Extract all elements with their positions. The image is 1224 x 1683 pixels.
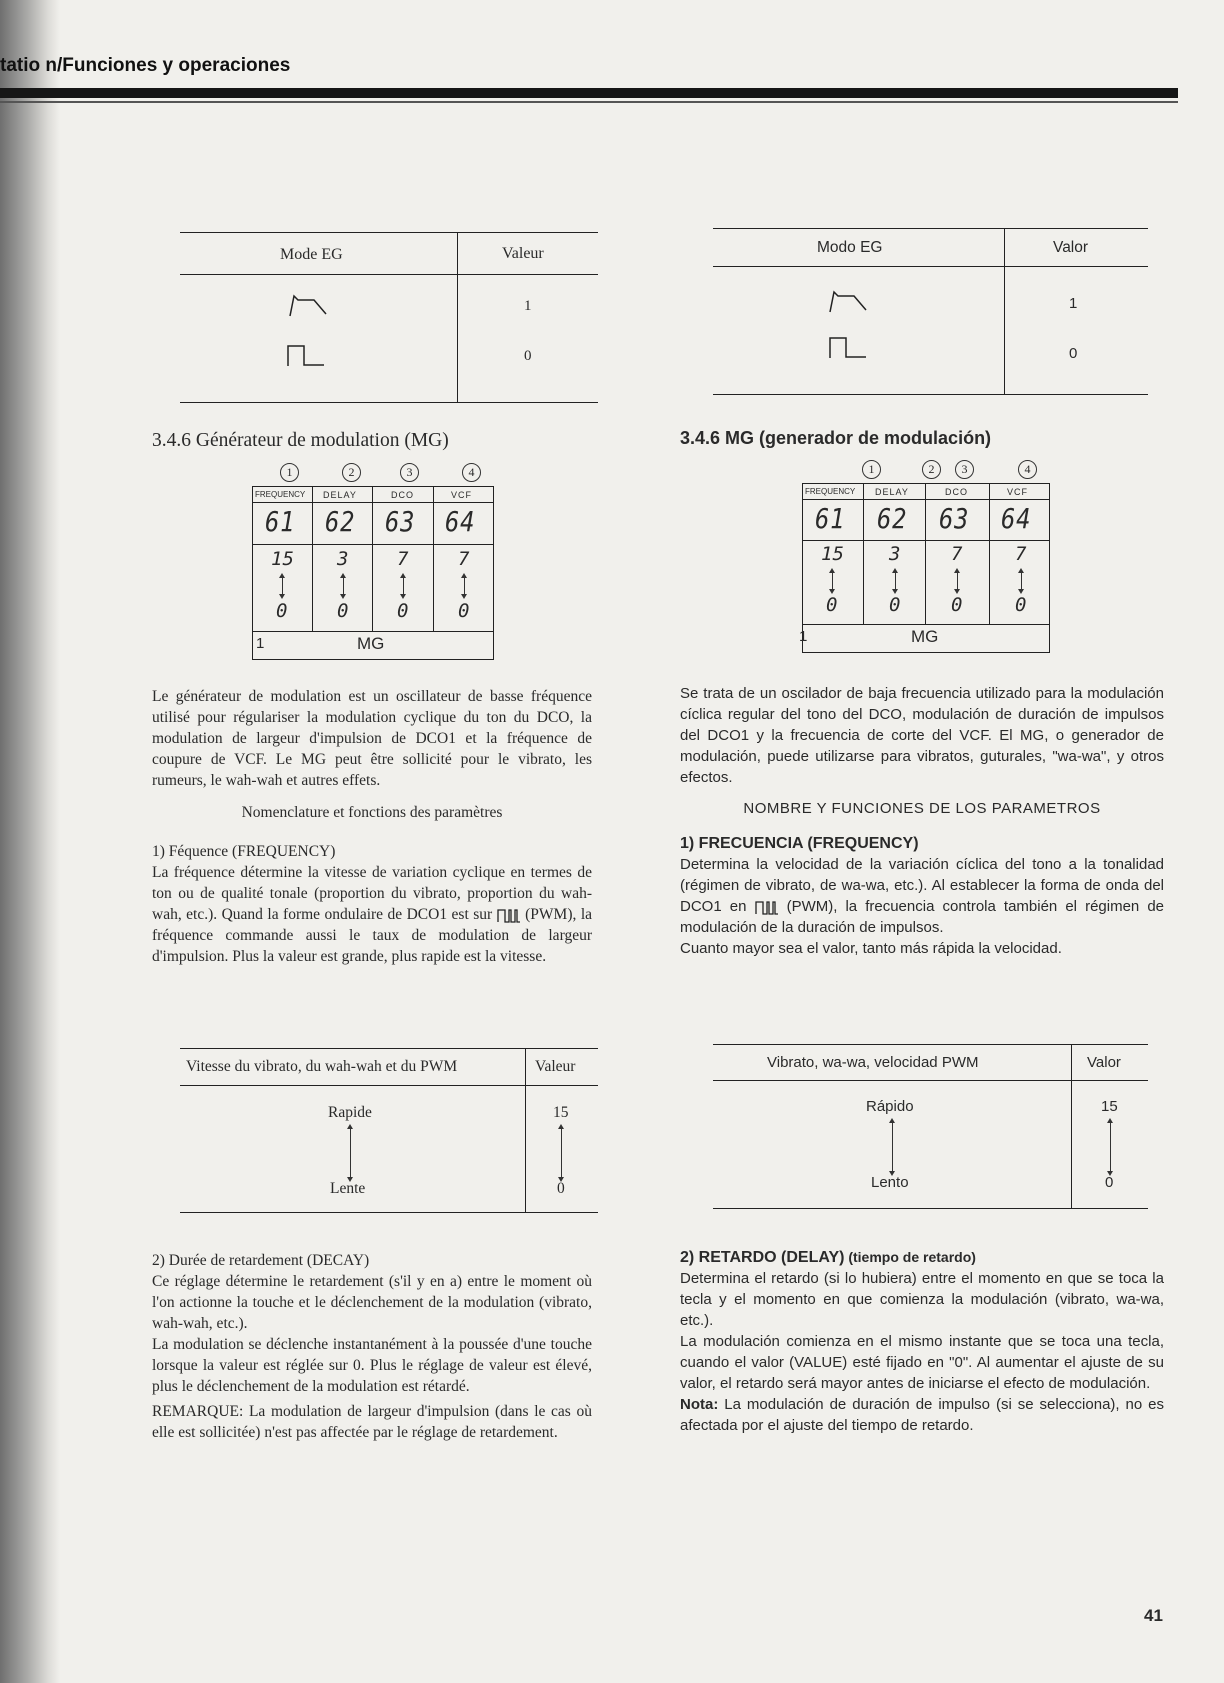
panel-min-delay: 0 <box>889 594 901 616</box>
speed-min-value: 0 <box>1105 1174 1114 1191</box>
panel-label-delay: DELAY <box>323 490 357 500</box>
section-title-fr: 3.4.6 Générateur de modulation (MG) <box>152 430 449 451</box>
panel-max-delay: 3 <box>889 543 901 565</box>
book-spine-shadow <box>0 0 60 1683</box>
panel-label-dco: DCO <box>945 487 968 497</box>
eg-envelope-adsr-icon <box>828 288 868 314</box>
panel-max-frequency: 15 <box>821 543 844 565</box>
panel-code-64: 64 <box>1001 502 1032 535</box>
param2-text1-fr: Ce réglage détermine le retardement (s'il y en a) entre le moment où l'on actionne la touche et le déclenchement de la modulation (vibrato, wah-wah, etc.). <box>152 1273 592 1332</box>
panel-label-dco: DCO <box>391 490 414 500</box>
param1-text-fr <box>152 862 592 967</box>
panel-circle-2: 2 <box>342 463 361 482</box>
panel-max-dco: 7 <box>951 543 963 565</box>
value-range-arrow-icon <box>561 1128 562 1178</box>
params-heading-es: NOMBRE Y FUNCIONES DE LOS PARAMETROS <box>743 800 1101 817</box>
panel-min-dco: 0 <box>951 594 963 616</box>
param1-title-fr: 1) Féquence (FREQUENCY) <box>152 843 336 860</box>
intro-paragraph-fr: Le générateur de modulation est un oscillateur de basse fréquence utilisé pour régulariser la modulation cyclique du ton du DCO, la modulation de largeur d'impulsion de DCO1 et la fréquence de coupure de VCF. Le MG peut être sollicité pour le vibrato, les rumeurs, le wah-wah et autres effets. <box>152 688 592 789</box>
panel-footer-label: MG <box>357 634 385 653</box>
panel-circle-1: 1 <box>280 463 299 482</box>
param2-title-suffix: (tiempo de retardo) <box>844 1249 976 1265</box>
param1-text-a: La fréquence détermine la vitesse de variation cyclique en termes de ton ou de qualité tonale (proportion du vibrato, proportion du wah-wah, etc.). Quand la forme ondulaire de DCO1 est sur <box>152 864 592 923</box>
panel-label-vcf: VCF <box>1007 487 1028 497</box>
speed-min-value: 0 <box>557 1180 565 1197</box>
range-arrow-icon <box>403 577 404 595</box>
panel-label-frequency: FREQUENCY <box>255 490 306 499</box>
panel-code-62: 62 <box>877 502 908 535</box>
value-range-arrow-icon <box>1110 1122 1111 1172</box>
panel-footer-label: MG <box>911 627 939 646</box>
panel-min-delay: 0 <box>337 600 349 622</box>
param1-text-c-es: Cuanto mayor sea el valor, tanto más rápida la velocidad. <box>680 940 1062 957</box>
intro-paragraph-es: Se trata de un oscilador de baja frecuencia utilizado para la modulación cíclica regular del tono del DCO, modulación de duración de impulsos del DCO1 y la frecuencia de corte del VCF. El MG, o generador de modulación, puede utilizarse para vibratos, guturales, "wa-wa", y otros efectos. <box>680 685 1164 786</box>
speed-slow-label: Lento <box>871 1174 909 1191</box>
range-arrow-icon <box>282 577 283 595</box>
params-heading-fr: Nomenclature et fonctions des paramètres <box>241 804 503 821</box>
range-arrow-icon <box>895 572 896 590</box>
panel-code-64: 64 <box>445 505 476 538</box>
speed-max-value: 15 <box>1101 1098 1118 1115</box>
param2-title-fr: 2) Durée de retardement (DECAY) <box>152 1252 370 1269</box>
note-label-es: Nota: <box>680 1396 719 1413</box>
panel-max-vcf: 7 <box>458 548 470 570</box>
eg-envelope-gate-icon <box>286 342 326 368</box>
param1-text-b: (PWM), la frecuencia controla también el régimen de modulación de la duración de impulsos. <box>680 898 1165 936</box>
panel-code-63: 63 <box>385 505 416 538</box>
param2-text1-es: Determina el retardo (si lo hubiera) entre el momento en que se toca la tecla y el momento en que comienza la modulación (vibrato, wa-wa, etc.). <box>680 1270 1164 1329</box>
section-title-es: 3.4.6 MG (generador de modulación) <box>680 428 992 448</box>
range-arrow-icon <box>343 577 344 595</box>
range-arrow-icon <box>1021 572 1022 590</box>
panel-min-vcf: 0 <box>458 600 470 622</box>
page-number: 41 <box>1144 1606 1163 1625</box>
speed-table-es <box>713 1044 1148 1210</box>
panel-code-61: 61 <box>815 502 846 535</box>
eg-value-1: 1 <box>524 298 532 314</box>
panel-max-frequency: 15 <box>271 548 294 570</box>
note-es <box>680 1394 1164 1436</box>
param2-title-main: 2) RETARDO (DELAY) <box>680 1249 845 1266</box>
panel-circle-3: 3 <box>955 460 974 479</box>
panel-circle-4: 4 <box>1018 460 1037 479</box>
note-text-fr: La modulation de largeur d'impulsion (dans le cas où elle est sollicitée) n'est pas affectée par le réglage de retardement. <box>152 1403 592 1441</box>
speed-max-value: 15 <box>553 1104 569 1121</box>
panel-label-vcf: VCF <box>451 490 472 500</box>
eg-col-value-header: Valeur <box>502 245 544 262</box>
note-fr <box>152 1401 592 1443</box>
eg-col-mode-header: Modo EG <box>817 239 883 256</box>
param1-text-a: Determina la velocidad de la variación cíclica del tono a la tonalidad (régimen de vibrato, de wa-wa, etc.). Al establecer la forma de onda del DCO1 en <box>680 856 1164 915</box>
speed-table-fr <box>180 1048 598 1214</box>
eg-mode-table-fr <box>180 232 598 404</box>
param1-text-es <box>680 854 1164 938</box>
speed-col-label: Vitesse du vibrato, du wah-wah et du PWM <box>186 1058 458 1075</box>
eg-envelope-gate-icon <box>828 334 868 360</box>
speed-col-value: Valor <box>1087 1054 1121 1071</box>
panel-circle-3: 3 <box>400 463 419 482</box>
speed-slow-label: Lente <box>330 1180 366 1197</box>
page-header-title: tatio n/Funciones y operaciones <box>0 55 291 76</box>
speed-col-value: Valeur <box>535 1058 576 1075</box>
panel-max-vcf: 7 <box>1015 543 1027 565</box>
pwm-wave-icon <box>497 908 521 923</box>
speed-fast-label: Rapide <box>328 1104 372 1121</box>
range-arrow-icon <box>464 577 465 595</box>
panel-min-dco: 0 <box>397 600 409 622</box>
panel-footer-mark: 1 <box>799 628 808 645</box>
speed-range-arrow-icon <box>892 1122 893 1172</box>
panel-min-vcf: 0 <box>1015 594 1027 616</box>
panel-max-dco: 7 <box>397 548 409 570</box>
eg-mode-table-es <box>713 228 1148 396</box>
pwm-wave-icon <box>755 900 779 915</box>
speed-range-arrow-icon <box>350 1128 351 1178</box>
eg-value-0: 0 <box>1069 345 1078 362</box>
eg-col-mode-header: Mode EG <box>280 246 343 263</box>
panel-max-delay: 3 <box>337 548 349 570</box>
speed-fast-label: Rápido <box>866 1098 914 1115</box>
panel-code-61: 61 <box>265 505 296 538</box>
panel-label-frequency: FREQUENCY <box>805 487 856 496</box>
panel-footer-mark: 1 <box>256 635 265 652</box>
range-arrow-icon <box>957 572 958 590</box>
panel-circle-1: 1 <box>862 460 881 479</box>
panel-min-frequency: 0 <box>276 600 288 622</box>
range-arrow-icon <box>832 572 833 590</box>
panel-label-delay: DELAY <box>875 487 909 497</box>
param1-title-es: 1) FRECUENCIA (FREQUENCY) <box>680 835 919 852</box>
eg-col-value-header: Valor <box>1053 239 1089 256</box>
eg-value-1: 1 <box>1069 295 1078 312</box>
header-rule <box>0 88 1178 98</box>
speed-col-label: Vibrato, wa-wa, velocidad PWM <box>767 1054 979 1071</box>
param2-title-es <box>680 1247 1164 1268</box>
panel-min-frequency: 0 <box>826 594 838 616</box>
note-label-fr: REMARQUE: <box>152 1403 244 1420</box>
panel-code-62: 62 <box>325 505 356 538</box>
header-rule-thin <box>0 101 1178 103</box>
eg-value-0: 0 <box>524 348 532 364</box>
note-text-es: La modulación de duración de impulso (si se selecciona), no es afectada por el ajuste del tiempo de retardo. <box>680 1396 1164 1434</box>
param1-text-b: (PWM), la fréquence commande aussi le taux de modulation de largeur d'impulsion. Plus la valeur est grande, plus rapide est la vitesse. <box>152 906 593 965</box>
panel-circle-4: 4 <box>462 463 481 482</box>
eg-envelope-adsr-icon <box>288 292 328 318</box>
panel-code-63: 63 <box>939 502 970 535</box>
panel-circle-2: 2 <box>922 460 941 479</box>
param2-text2-fr: La modulation se déclenche instantanément à la poussée d'une touche lorsque la valeur est réglée sur 0. Plus le réglage de valeur est élevé, plus le déclenchement de la modulation est rétardé. <box>152 1336 592 1395</box>
param2-text2-es: La modulación comienza en el mismo instante que se toca una tecla, cuando el valor (VALUE) esté fijado en "0". Al aumentar el ajuste de su valor, el retardo será mayor antes de iniciarse el efecto de modulación. <box>680 1333 1164 1392</box>
